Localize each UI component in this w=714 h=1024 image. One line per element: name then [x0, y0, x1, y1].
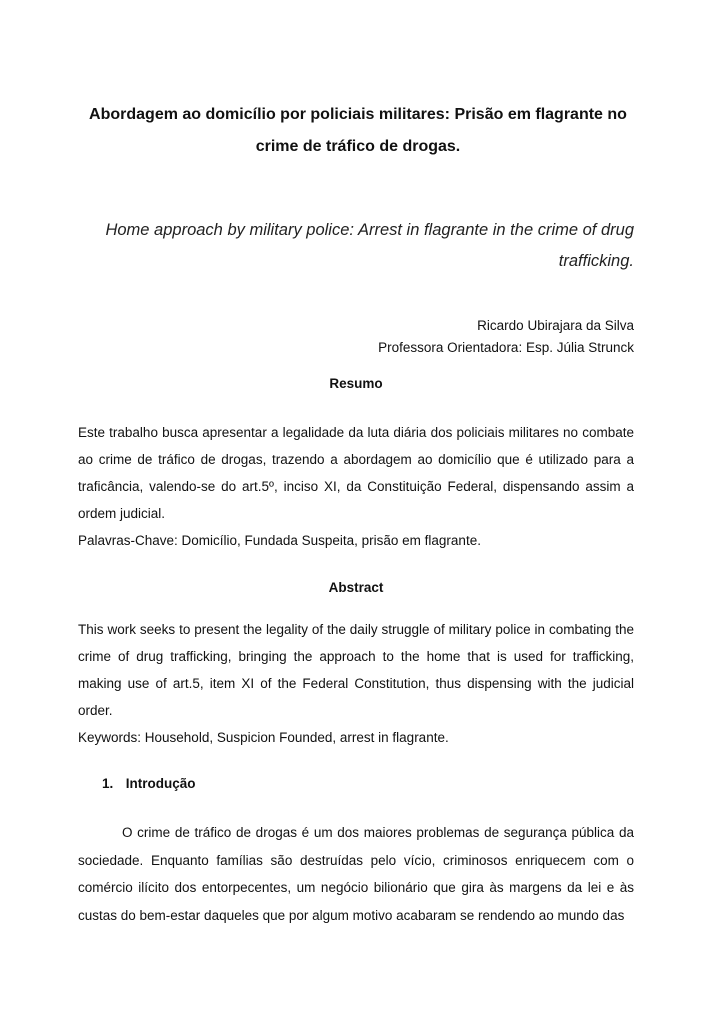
advisor-name: Professora Orientadora: Esp. Júlia Strunck [378, 340, 634, 355]
abstract-text: This work seeks to present the legality of the daily struggle of military police in combating the crime of drug trafficking, bringing the approach to the home that is used for trafficking, making use of art.5, item XI of the Federal Constitution, thus dispensing with the judicial order. [78, 622, 634, 718]
author-block [300, 315, 634, 359]
introduction-text: O crime de tráfico de drogas é um dos maiores problemas de segurança pública da sociedade. Enquanto famílias são destruídas pelo vício, criminosos enriquecem com o comércio ilícito dos entorpecentes, um negócio bilionário que gira às margens da lei e às custas do bem-estar daqueles que por algum motivo acabaram se rendendo ao mundo das [78, 825, 634, 923]
section-number: 1. [102, 776, 114, 791]
section-title: Introdução [125, 776, 196, 791]
paper-title: Abordagem ao domicílio por policiais militares: Prisão em flagrante no crime de tráfico de drogas. [89, 106, 627, 155]
abstract-keywords: Keywords: Household, Suspicion Founded, arrest in flagrante. [78, 730, 449, 745]
section-heading-introducao [102, 776, 196, 791]
resumo-text: Este trabalho busca apresentar a legalidade da luta diária dos policiais militares no combate ao crime de tráfico de drogas, trazendo a abordagem ao domicílio que é utilizado para a traficância, valendo-se do art.5º, inciso XI, da Constituição Federal, dispensando assim a ordem judicial. [78, 425, 634, 521]
author-name: Ricardo Ubirajara da Silva [477, 318, 634, 333]
paper-subtitle-english: Home approach by military police: Arrest in flagrante in the crime of drug trafficking. [105, 221, 634, 270]
resumo-keywords: Palavras-Chave: Domicílio, Fundada Suspeita, prisão em flagrante. [78, 533, 481, 548]
resumo-heading: Resumo [329, 376, 383, 391]
abstract-heading: Abstract [328, 580, 384, 595]
